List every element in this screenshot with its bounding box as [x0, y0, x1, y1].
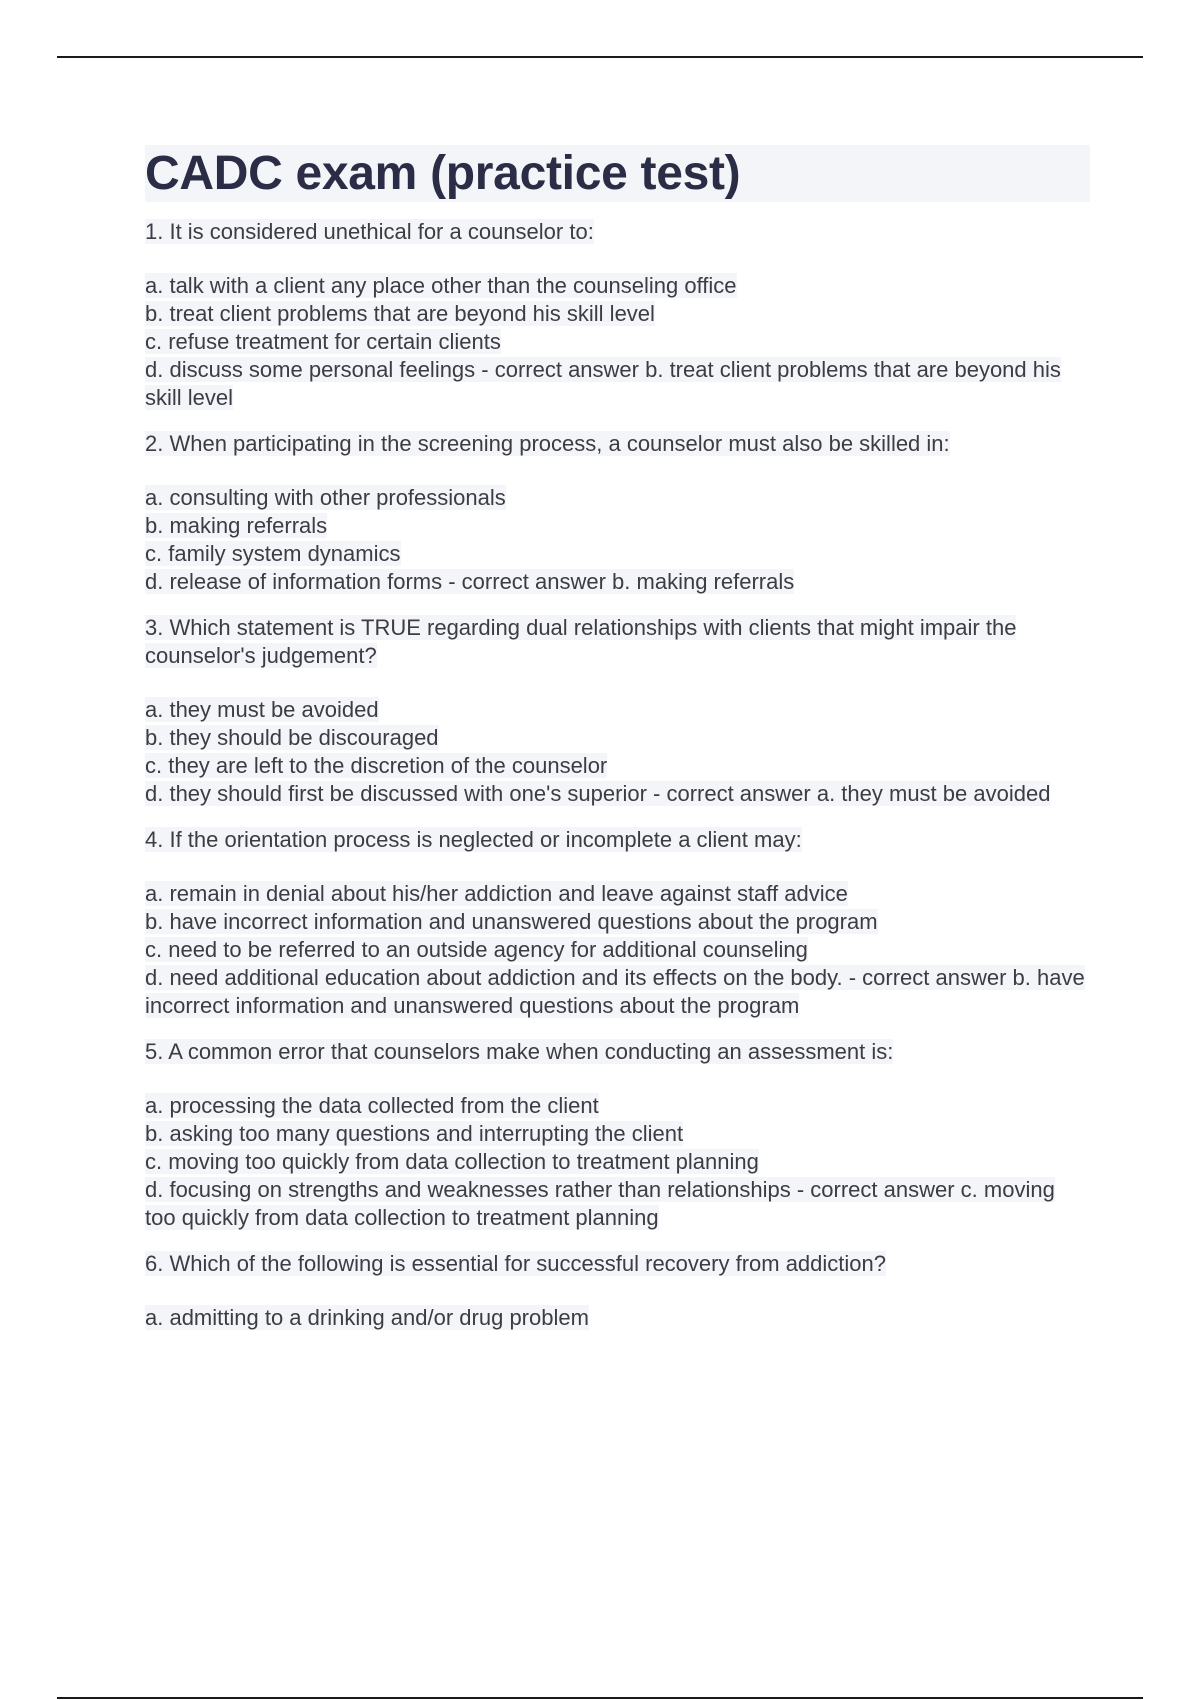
answer-option: a. remain in denial about his/her addiction and leave against staff advice — [145, 881, 848, 906]
answer-option: a. talk with a client any place other than the counseling office — [145, 273, 737, 298]
answer-option: c. moving too quickly from data collection to treatment planning — [145, 1149, 759, 1174]
answer-option-with-correct-answer: d. focusing on strengths and weaknesses rather than relationships - correct answer c. moving too quickly from data collection to treatment planning — [145, 1177, 1055, 1230]
answer-option: c. refuse treatment for certain clients — [145, 329, 501, 354]
answer-option-with-correct-answer: d. release of information forms - correct answer b. making referrals — [145, 569, 795, 594]
answer-option: a. consulting with other professionals — [145, 485, 506, 510]
answer-option: b. treat client problems that are beyond his skill level — [145, 301, 655, 326]
question-stem: 6. Which of the following is essential for successful recovery from addiction? — [145, 1251, 886, 1276]
question-3 — [145, 614, 1090, 808]
question-stem: 3. Which statement is TRUE regarding dual relationships with clients that might impair the counselor's judgement? — [145, 615, 1017, 668]
answer-option-with-correct-answer: d. discuss some personal feelings - correct answer b. treat client problems that are beyond his skill level — [145, 357, 1061, 410]
answer-option: c. they are left to the discretion of the counselor — [145, 753, 608, 778]
question-4 — [145, 826, 1090, 1020]
answer-option-with-correct-answer: d. they should first be discussed with one's superior - correct answer a. they must be avoided — [145, 781, 1051, 806]
answer-option: b. asking too many questions and interrupting the client — [145, 1121, 684, 1146]
question-2 — [145, 430, 1090, 596]
answer-option: c. family system dynamics — [145, 541, 401, 566]
answer-option: b. making referrals — [145, 513, 328, 538]
top-rule — [57, 56, 1143, 58]
question-stem: 5. A common error that counselors make when conducting an assessment is: — [145, 1039, 894, 1064]
answer-option-with-correct-answer: d. need additional education about addiction and its effects on the body. - correct answer b. have incorrect information and unanswered questions about the program — [145, 965, 1085, 1018]
question-stem: 1. It is considered unethical for a counselor to: — [145, 219, 594, 244]
answer-option: a. they must be avoided — [145, 697, 379, 722]
document-title: CADC exam (practice test) — [145, 145, 1090, 202]
question-6 — [145, 1250, 1090, 1332]
question-stem: 4. If the orientation process is neglected or incomplete a client may: — [145, 827, 802, 852]
bottom-rule — [57, 1697, 1143, 1699]
question-1 — [145, 218, 1090, 412]
answer-option: b. have incorrect information and unanswered questions about the program — [145, 909, 878, 934]
answer-option: b. they should be discouraged — [145, 725, 439, 750]
answer-option: a. admitting to a drinking and/or drug problem — [145, 1305, 589, 1330]
answer-option: a. processing the data collected from the client — [145, 1093, 599, 1118]
document-body — [145, 145, 1090, 1350]
question-5 — [145, 1038, 1090, 1232]
question-stem: 2. When participating in the screening process, a counselor must also be skilled in: — [145, 431, 950, 456]
answer-option: c. need to be referred to an outside agency for additional counseling — [145, 937, 808, 962]
